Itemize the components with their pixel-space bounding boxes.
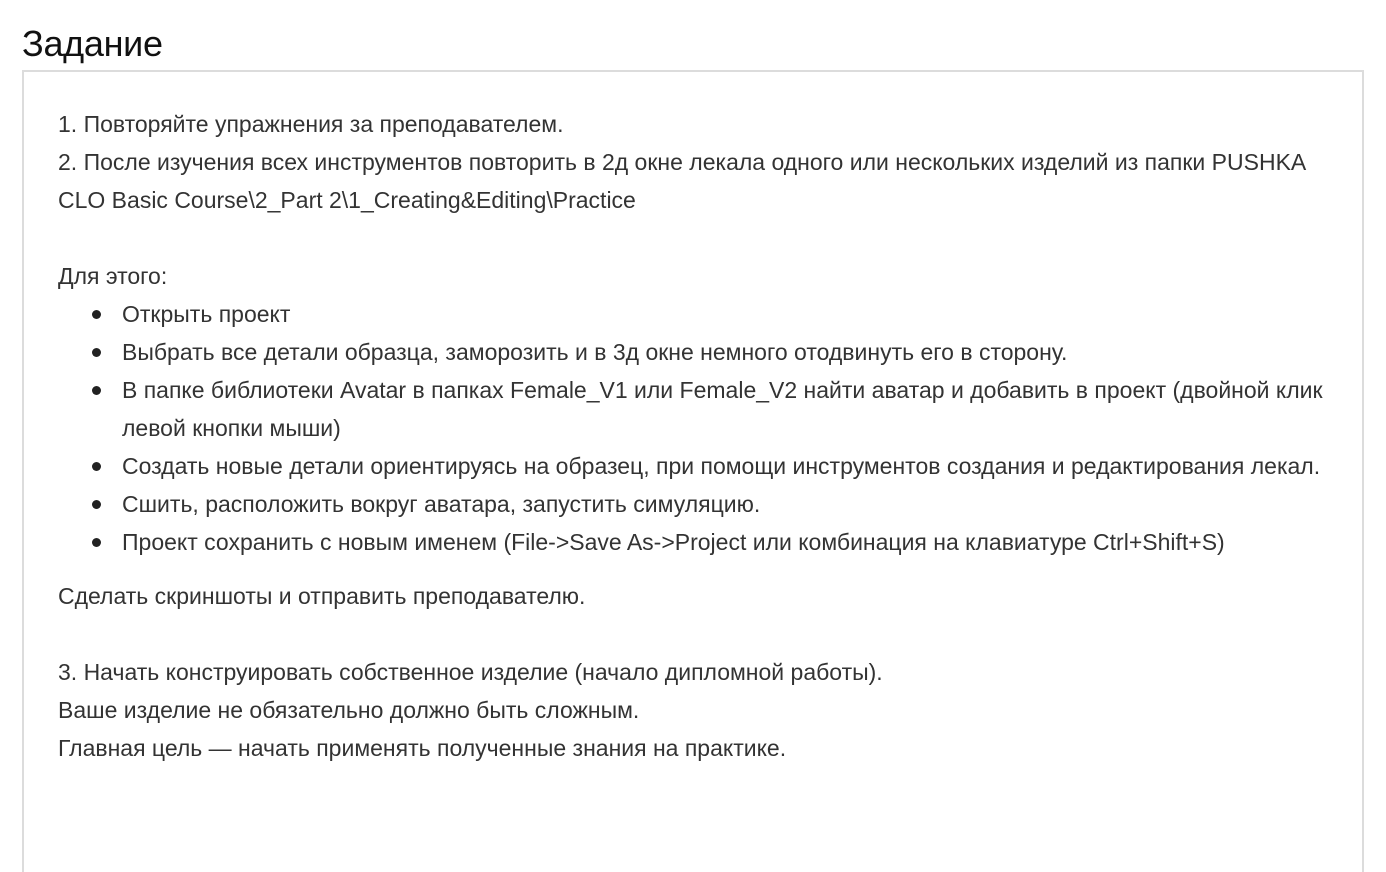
task-item-3: 3. Начать конструировать собственное изделие (начало дипломной работы). <box>58 659 883 685</box>
page-title: Задание <box>22 23 163 64</box>
list-item: Открыть проект <box>122 295 1348 333</box>
steps-list <box>58 295 1348 561</box>
spacer <box>58 219 1348 257</box>
for-this-label: Для этого: <box>58 263 168 289</box>
task-item-2: 2. После изучения всех инструментов повторить в 2д окне лекала одного или нескольких изделий из папки PUSHKA CLO Basic Course\2_Part 2\1_Creating&Editing\Practice <box>58 149 1305 213</box>
task-item-1: 1. Повторяйте упражнения за преподавателем. <box>58 111 564 137</box>
task-note-1: Ваше изделие не обязательно должно быть сложным. <box>58 697 640 723</box>
spacer <box>58 561 1348 577</box>
list-item: Создать новые детали ориентируясь на образец, при помощи инструментов создания и редактирования лекал. <box>122 447 1348 485</box>
list-item: Сшить, расположить вокруг аватара, запустить симуляцию. <box>122 485 1348 523</box>
list-item: Выбрать все детали образца, заморозить и в 3д окне немного отодвинуть его в сторону. <box>122 333 1348 371</box>
spacer <box>58 615 1348 653</box>
task-box <box>22 70 1364 872</box>
screenshots-instruction: Сделать скриншоты и отправить преподавателю. <box>58 583 586 609</box>
list-item: В папке библиотеки Avatar в папках Female_V1 или Female_V2 найти аватар и добавить в проект (двойной клик левой кнопки мыши) <box>122 371 1348 447</box>
task-content <box>58 105 1348 767</box>
list-item: Проект сохранить с новым именем (File->Save As->Project или комбинация на клавиатуре Ctrl+Shift+S) <box>122 523 1348 561</box>
task-note-2: Главная цель — начать применять полученные знания на практике. <box>58 735 787 761</box>
